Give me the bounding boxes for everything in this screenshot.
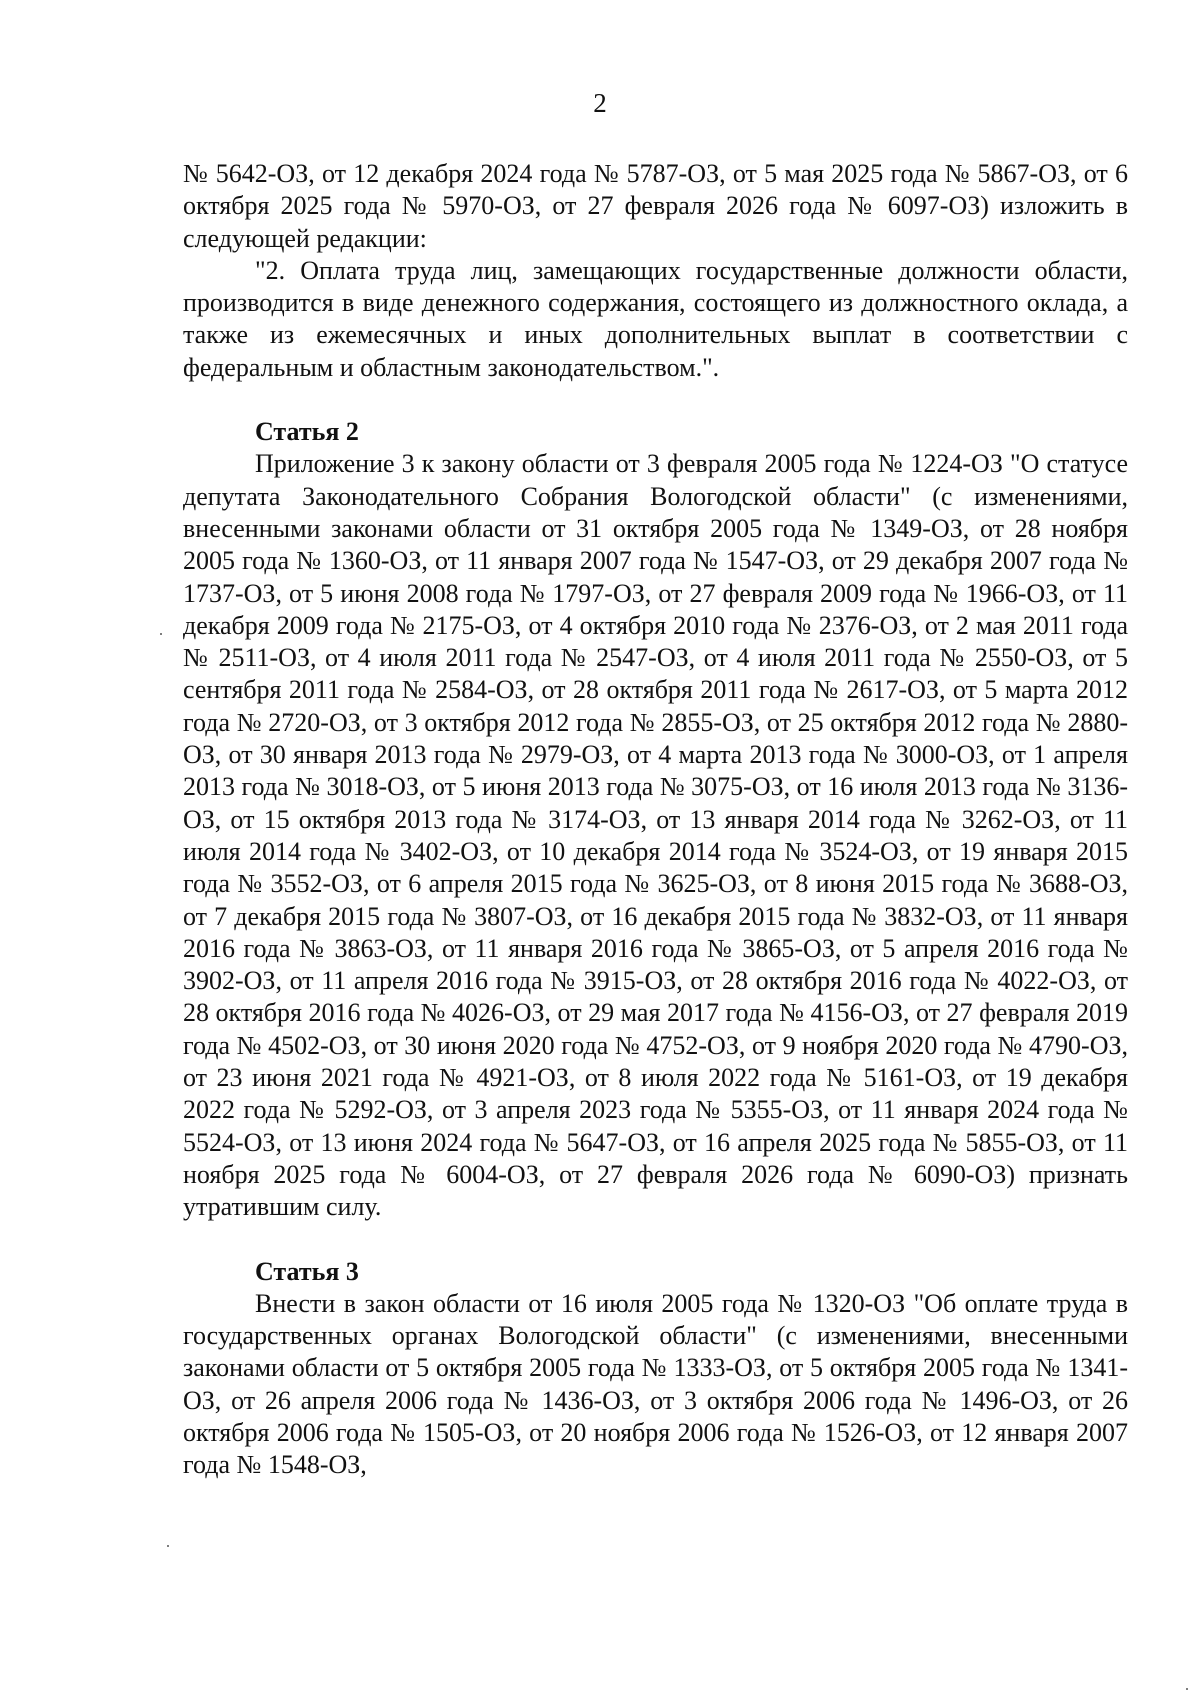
article-2-heading: Статья 2 (255, 417, 359, 447)
scan-speck (1186, 1688, 1188, 1690)
scan-speck (160, 633, 162, 635)
intro-paragraph: № 5642-ОЗ, от 12 декабря 2024 года № 5787-ОЗ, от 5 мая 2025 года № 5867-ОЗ, от 6 октября 2025 года № 5970-ОЗ, от 27 февраля 2026 года № 6097-ОЗ) изложить в следующей редакции: (183, 159, 1128, 253)
section-gap (183, 384, 1128, 416)
document-body (183, 158, 1128, 1482)
article-3-heading: Статья 3 (255, 1256, 359, 1286)
section-gap (183, 1224, 1128, 1256)
quoted-paragraph: "2. Оплата труда лиц, замещающих государственные должности области, производится в виде денежного содержания, состоящего из должностного оклада, а также из ежемесячных и иных дополнительных выплат в соответствии с федеральным и областным законодательством.". (183, 255, 1128, 382)
article-3-body: Внести в закон области от 16 июля 2005 года № 1320-ОЗ "Об оплате труда в государственных органах Вологодской области" (с изменениями, внесенными законами области от 5 октября 2005 года № 1333-ОЗ, от 5 октября 2005 года № 1341-ОЗ, от 26 апреля 2006 года № 1436-ОЗ, от 3 октября 2006 года № 1496-ОЗ, от 26 октября 2006 года № 1505-ОЗ, от 20 ноября 2006 года № 1526-ОЗ, от 12 января 2007 года № 1548-ОЗ, (183, 1288, 1128, 1480)
article-2-body: Приложение 3 к закону области от 3 февраля 2005 года № 1224-ОЗ "О статусе депутата Законодательного Собрания Вологодской области" (с изменениями, внесенными законами области от 31 октября 2005 года № 1349-ОЗ, от 28 ноября 2005 года № 1360-ОЗ, от 11 января 2007 года № 1547-ОЗ, от 29 декабря 2007 года № 1737-ОЗ, от 5 июня 2008 года № 1797-ОЗ, от 27 февраля 2009 года № 1966-ОЗ, от 11 декабря 2009 года № 2175-ОЗ, от 4 октября 2010 года № 2376-ОЗ, от 2 мая 2011 года № 2511-ОЗ, от 4 июля 2011 года № 2547-ОЗ, от 4 июля 2011 года № 2550-ОЗ, от 5 сентября 2011 года № 2584-ОЗ, от 28 октября 2011 года № 2617-ОЗ, от 5 марта 2012 года № 2720-ОЗ, от 3 октября 2012 года № 2855-ОЗ, от 25 октября 2012 года № 2880-ОЗ, от 30 января 2013 года № 2979-ОЗ, от 4 марта 2013 года № 3000-ОЗ, от 1 апреля 2013 года № 3018-ОЗ, от 5 июня 2013 года № 3075-ОЗ, от 16 июля 2013 года № 3136-ОЗ, от 15 октября 2013 года № 3174-ОЗ, от 13 января 2014 года № 3262-ОЗ, от 11 июля 2014 года № 3402-ОЗ, от 10 декабря 2014 года № 3524-ОЗ, от 19 января 2015 года № 3552-ОЗ, от 6 апреля 2015 года № 3625-ОЗ, от 8 июня 2015 года № 3688-ОЗ, от 7 декабря 2015 года № 3807-ОЗ, от 16 декабря 2015 года № 3832-ОЗ, от 11 января 2016 года № 3863-ОЗ, от 11 января 2016 года № 3865-ОЗ, от 5 апреля 2016 года № 3902-ОЗ, от 11 апреля 2016 года № 3915-ОЗ, от 28 октября 2016 года № 4022-ОЗ, от 28 октября 2016 года № 4026-ОЗ, от 29 мая 2017 года № 4156-ОЗ, от 27 февраля 2019 года № 4502-ОЗ, от 30 июня 2020 года № 4752-ОЗ, от 9 ноября 2020 года № 4790-ОЗ, от 23 июня 2021 года № 4921-ОЗ, от 8 июля 2022 года № 5161-ОЗ, от 19 декабря 2022 года № 5292-ОЗ, от 3 апреля 2023 года № 5355-ОЗ, от 11 января 2024 года № 5524-ОЗ, от 13 июня 2024 года № 5647-ОЗ, от 16 апреля 2025 года № 5855-ОЗ, от 11 ноября 2025 года № 6004-ОЗ, от 27 февраля 2026 года № 6090-ОЗ) признать утратившим силу. (183, 449, 1128, 1222)
page-number: 2 (593, 88, 607, 118)
scan-speck (167, 1545, 169, 1547)
